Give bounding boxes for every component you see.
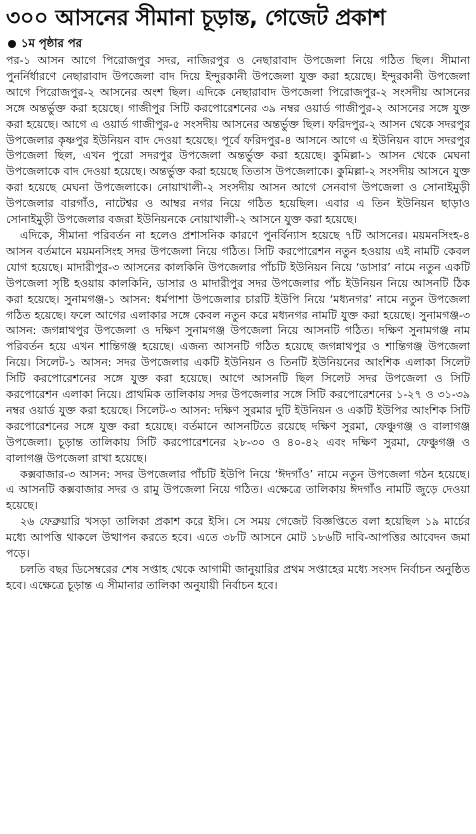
article-paragraph: পর-১ আসন আগে পিরোজপুর সদর, নাজিরপুর ও নেছারাবাদ উপজেলা নিয়ে গঠিত ছিল। সীমানা পুনর্নির্ধারণে নেছারাবাদ উপজেলা বাদ দিয়ে ইন্দুরকানী উপজেলা যুক্ত করা হয়েছে। ইন্দুরকানী উপজেলা আগে পিরোজপুর-২ আসনের অংশ ছিল। এদিকে নেছারাবাদ উপজেলা পিরোজপুর-২ সংসদীয় আসনের সঙ্গে অন্তর্ভুক্ত করা হয়েছে। গাজীপুর সিটি করপোরেশনের ৩৯ নম্বর ওয়ার্ড গাজীপুর-২ আসনের সঙ্গে যুক্ত করা হয়েছে। আগে এ ওয়ার্ড গাজীপুর-৫ সংসদীয় আসনের অন্তর্ভুক্ত ছিল। ফরিদপুর-২ আসন থেকে সদরপুর উপজেলার কৃষ্ণপুর ইউনিয়ন বাদ দেওয়া হয়েছে। পূর্বে ফরিদপুর-৪ আসনে আগে এ ইউনিয়ন বাদে সদরপুর উপজেলা ছিল, এখন পুরো সদরপুর উপজেলা অন্তর্ভুক্ত করা হয়েছে। কুমিল্লা-১ আসন থেকে মেঘনা উপজেলাকে বাদ দেওয়া হয়েছে। অন্তর্ভুক্ত করা হয়েছে তিতাস উপজেলাকে। কুমিল্লা-২ সংসদীয় আসনে যুক্ত করা হয়েছে মেঘনা উপজেলাকে। নোয়াখালী-২ সংসদীয় আসন আগে সেনবাগ উপজেলা ও সোনাইমুড়ী উপজেলার বারগাঁও, নাটেশ্বর ও আম্বর নগর নিয়ে গঠিত হয়েছিল। এবার এ তিন ইউনিয়ন ছাড়াও সোনাইমুড়ী উপজেলার বজরা ইউনিয়নকে নোয়াখালী-২ আসনে যুক্ত করা হয়েছে। <box>6 54 470 227</box>
bullet-icon <box>8 40 16 48</box>
article-body <box>6 53 470 594</box>
article-headline: ৩০০ আসনের সীমানা চূড়ান্ত, গেজেট প্রকাশ <box>6 6 386 31</box>
article-paragraph: চলতি বছর ডিসেম্বরের শেষ সপ্তাহ থেকে আগামী জানুয়ারির প্রথম সপ্তাহের মধ্যে সংসদ নির্বাচন অনুষ্ঠিত হবে। এক্ষেত্রে চূড়ান্ত এ সীমানার তালিকা অনুযায়ী নির্বাচন হবে। <box>6 563 470 592</box>
continuation-marker <box>8 36 470 51</box>
article-paragraph: এদিকে, সীমানা পরিবর্তন না হলেও প্রশাসনিক কারণে পুনর্বিন্যাস হয়েছে ৭টি আসনের। ময়মনসিংহ-৪ আসন বর্তমানে ময়মনসিংহ সদর উপজেলা নিয়ে গঠিত। সিটি করপোরেশন নতুন হওয়ায় এই নামটি কেবল যোগ হয়েছে। মাদারীপুর-৩ আসনের কালকিনি উপজেলার পাঁচটি ইউনিয়ন নিয়ে ‘ডাসার’ নামে নতুন একটি উপজেলা সৃষ্টি হওয়ায় কালকিনি, ডাসার ও মাদারীপুর সদর উপজেলার পাঁচ ইউনিয়ন নিয়ে আসনটি ঠিক করা হয়েছে। সুনামগঞ্জ-১ আসন: ধর্মপাশা উপজেলার চারটি ইউপি নিয়ে ‘মধ্যনগর’ নামে নতুন উপজেলা গঠিত হয়েছে। ফলে আগের এলাকার সঙ্গে কেবল নতুন করে মধ্যনগর নামটি যুক্ত করা হয়েছে। সুনামগঞ্জ-৩ আসন: জগন্নাথপুর উপজেলা ও দক্ষিণ সুনামগঞ্জ উপজেলা নিয়ে আসনটি গঠিত। দক্ষিণ সুনামগঞ্জ নাম পরিবর্তন হয়ে এখন শান্তিগঞ্জ হয়েছে। এজন্য আসনটি গঠিত হয়েছে জগন্নাথপুর ও শান্তিগঞ্জ উপজেলা নিয়ে। সিলেট-১ আসন: সদর উপজেলার একটি ইউনিয়ন ও তিনটি ইউনিয়নের আংশিক এলাকা সিলেট সিটি করপোরেশনের সঙ্গে যুক্ত করা হয়েছে। আগে আসনটি ছিল সিলেট সদর উপজেলা ও সিটি করপোরেশন এলাকা নিয়ে। প্রাথমিক তালিকায় সদর উপজেলার সঙ্গে সিটি করপোরেশনের ১-২৭ ও ৩১-৩৯ নম্বর ওয়ার্ড যুক্ত করা হয়েছে। সিলেট-৩ আসন: দক্ষিণ সুরমার দুটি ইউনিয়ন ও একটি ইউপির আংশিক সিটি করপোরেশনের সঙ্গে যুক্ত করা হয়েছে। বর্তমানে আসনটিতে রয়েছে দক্ষিণ সুরমা, ফেঞ্চুগঞ্জ ও বালাগঞ্জ উপজেলা। চূড়ান্ত তালিকায় সিটি করপোরেশনের ২৮-৩০ ও ৪০-৪২ এবং দক্ষিণ সুরমা, ফেঞ্চুগঞ্জ ও বালাগঞ্জ উপজেলা রাখা হয়েছে। <box>6 228 470 465</box>
continuation-label: ১ম পৃষ্ঠার পর <box>21 36 82 50</box>
article-paragraph: ২৬ ফেব্রুয়ারি খসড়া তালিকা প্রকাশ করে ইসি। সে সময় গেজেট বিজ্ঞপ্তিতে বলা হয়েছিল ১৯ মার্চের মধ্যে আপত্তি থাকলে উত্থাপন করতে হবে। এতে ৩৮টি আসনে মোট ১৮৬টি দাবি-আপত্তির আবেদন জমা পড়ে। <box>6 515 470 561</box>
article-paragraph: কক্সবাজার-৩ আসন: সদর উপজেলার পাঁচটি ইউপি নিয়ে ‘ঈদগাঁও’ নামে নতুন উপজেলা গঠন হয়েছে। এ আসনটি কক্সবাজার সদর ও রামু উপজেলা নিয়ে গঠিত। এক্ষেত্রে তালিকায় ঈদগাঁও নামটি জুড়ে দেওয়া হয়েছে। <box>6 467 470 513</box>
